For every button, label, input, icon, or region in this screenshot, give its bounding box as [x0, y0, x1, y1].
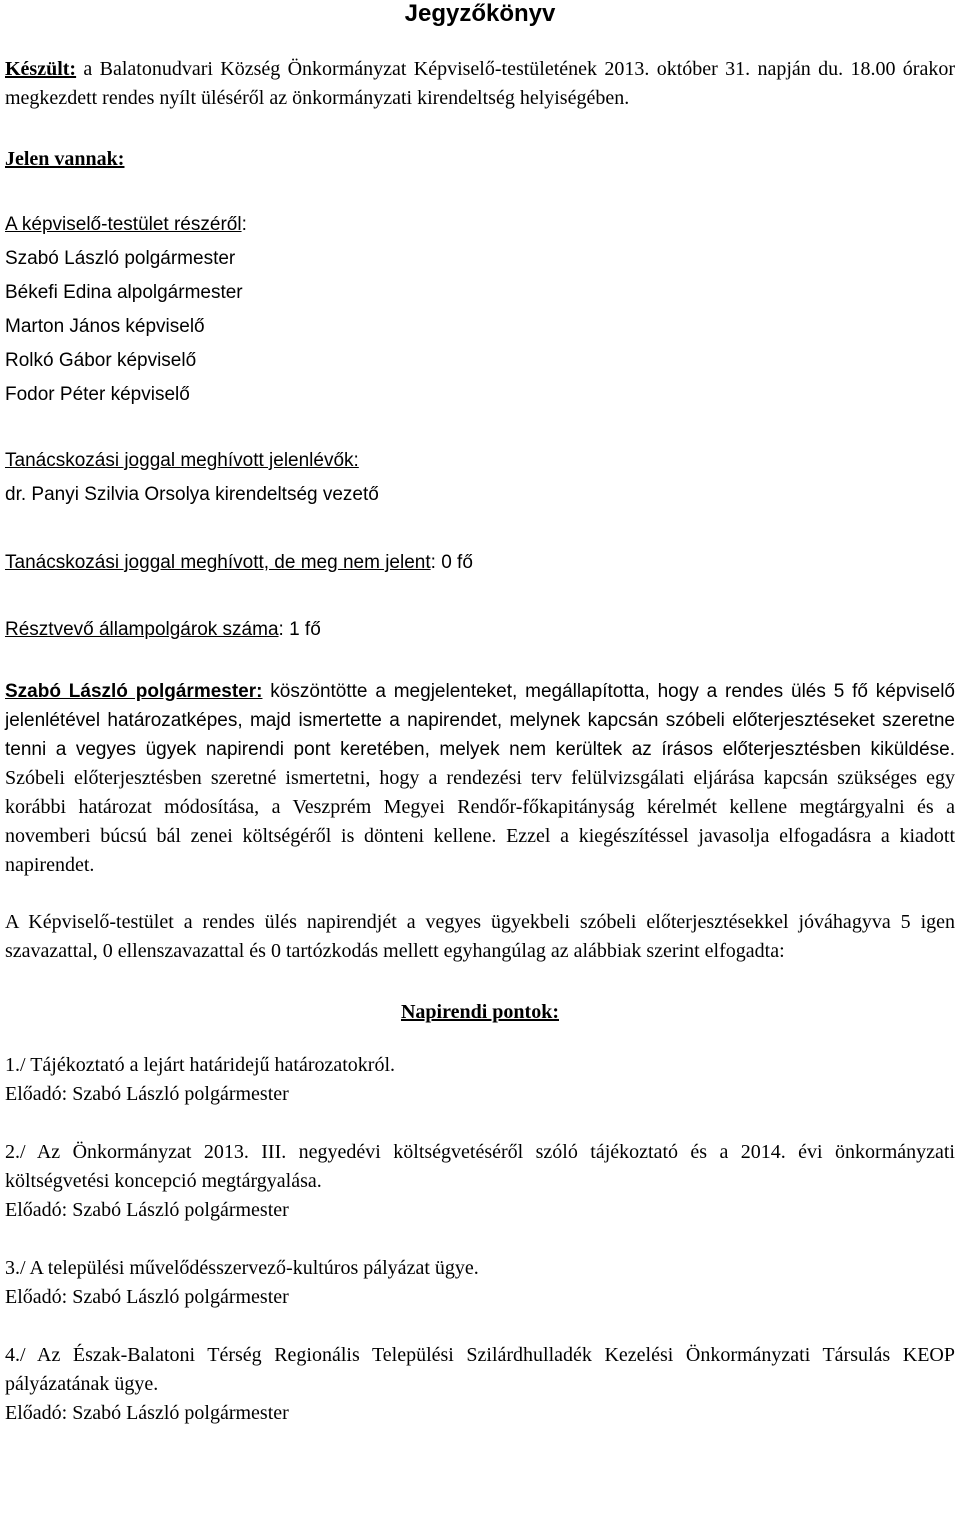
decision-paragraph: A Képviselő-testület a rendes ülés napirendjét a vegyes ügyekbeli szóbeli előterjesztésekkel jóváhagyva 5 igen szavazattal, 0 ellenszavazattal és 0 tartózkodás mellett egyhangúlag az alábbiak szerint elfogadta:: [5, 911, 955, 962]
agenda-item: [5, 1254, 955, 1312]
citizens-label: Résztvevő állampolgárok száma: [5, 619, 279, 640]
council-member: Békefi Edina alpolgármester: [5, 282, 243, 303]
agenda-heading: Napirendi pontok:: [400, 1001, 559, 1023]
agenda-item-presenter: Előadó: Szabó László polgármester: [5, 1083, 289, 1105]
council-label-line: [5, 208, 955, 242]
agenda-item: [5, 1138, 955, 1225]
council-member: Fodor Péter képviselő: [5, 384, 190, 405]
agenda-item: [5, 1051, 955, 1109]
agenda-list: [5, 1051, 955, 1428]
mayor-speech-paragraph: [5, 677, 955, 880]
council-colon: :: [241, 214, 247, 235]
agenda-item-title: 1./ Tájékoztató a lejárt határidejű határozatokról.: [5, 1054, 396, 1076]
agenda-item-presenter: Előadó: Szabó László polgármester: [5, 1402, 289, 1424]
council-member: Marton János képviselő: [5, 316, 205, 337]
council-member: Rolkó Gábor képviselő: [5, 350, 197, 371]
intro-paragraph: [5, 55, 955, 113]
mayor-speech-label: Szabó László polgármester:: [5, 681, 263, 702]
agenda-item-presenter: Előadó: Szabó László polgármester: [5, 1199, 289, 1221]
advisory-absent-label: Tanácskozási joggal meghívott, de meg nem jelent: [5, 552, 431, 573]
intro-label: Készült:: [5, 58, 77, 80]
mayor-speech-text: köszöntötte a megjelenteket, megállapította, hogy a rendes ülés 5 fő képviselő jelenlétével határozatképes, majd ismertette a napirendet, melynek kapcsán szóbeli előterjesztéseket szeretne tenni a vegyes ügyek napirendi pont keretében, melyek nem kerültek az írásos előterjesztésben kiküldése.: [5, 681, 955, 760]
council-label: A képviselő-testület részéről: [5, 214, 242, 235]
advisory-invited-label: Tanácskozási joggal meghívott jelenlévők:: [5, 450, 359, 471]
intro-text: a Balatonudvari Község Önkormányzat Képviselő-testületének 2013. október 31. napján du. 18.00 órakor megkezdett rendes nyílt üléséről az önkormányzati kirendeltség helyiségében.: [5, 58, 955, 109]
council-member: Szabó László polgármester: [5, 248, 236, 269]
advisory-absent-line: [5, 546, 955, 580]
agenda-item-title: 2./ Az Önkormányzat 2013. III. negyedévi költségvetéséről szóló tájékoztató és a 2014. évi önkormányzati költségvetési koncepció megtárgyalása.: [5, 1141, 955, 1192]
mayor-speech-text-rest: Szóbeli előterjesztésben szeretné ismertetni, hogy a rendezési terv felülvizsgálati eljárása kapcsán szükséges egy korábbi határozat módosítása, a Veszprém Megyei Rendőr-főkapitányság kérelmét kellene megtárgyalni és a novemberi búcsú bál zenei költségéről is dönteni kellene. Ezzel a kiegészítéssel javasolja elfogadásra a kiadott napirendet.: [5, 767, 955, 876]
present-heading: Jelen vannak:: [5, 148, 125, 170]
document-title: Jegyzőkönyv: [404, 0, 556, 27]
agenda-item-title: 4./ Az Észak-Balatoni Térség Regionális Települési Szilárdhulladék Kezelési Önkormányzati Társulás KEOP pályázatának ügye.: [5, 1344, 955, 1395]
citizens-value: : 1 fő: [278, 619, 321, 640]
agenda-item-presenter: Előadó: Szabó László polgármester: [5, 1286, 289, 1308]
document-page: [5, 0, 955, 1428]
advisory-invited-person: dr. Panyi Szilvia Orsolya kirendeltség vezető: [5, 484, 379, 505]
council-member-list: [5, 242, 955, 412]
agenda-item-title: 3./ A települési művelődésszervező-kultúros pályázat ügye.: [5, 1257, 479, 1279]
advisory-absent-value: : 0 fő: [430, 552, 473, 573]
citizens-line: [5, 613, 955, 647]
agenda-item: [5, 1341, 955, 1428]
